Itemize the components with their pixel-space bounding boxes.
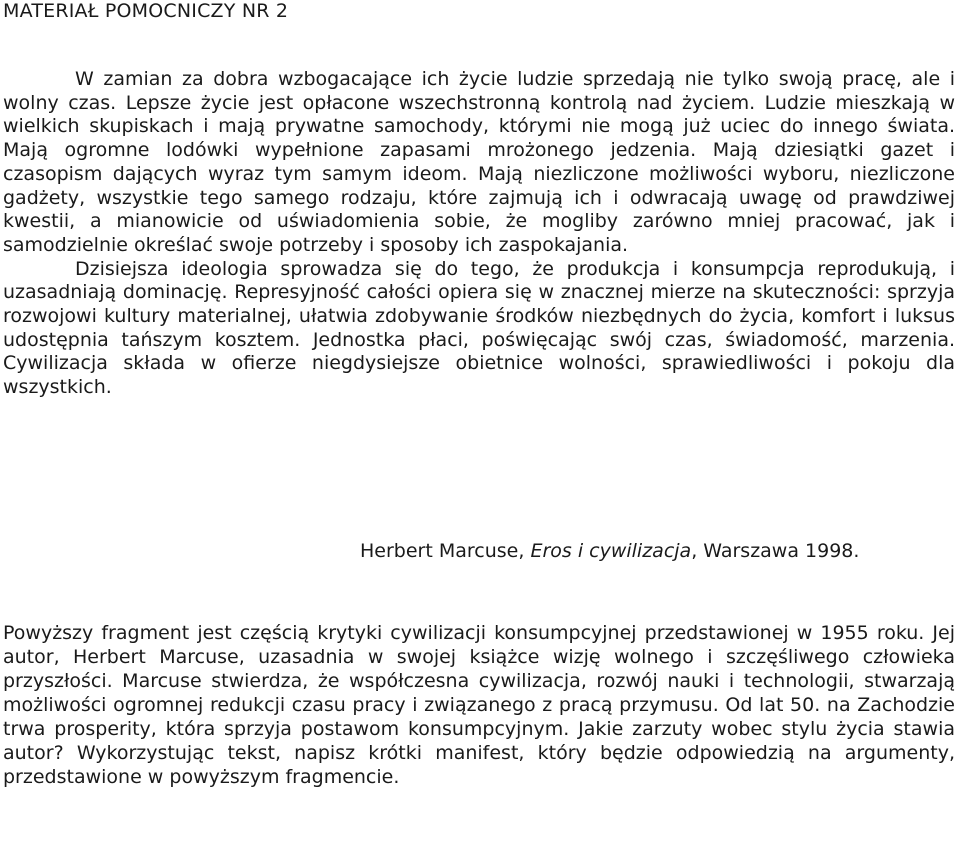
citation-work-title: Eros i cywilizacja bbox=[530, 540, 692, 562]
task-paragraph: Powyższy fragment jest częścią krytyki cywilizacji konsumpcyjnej przedstawionej w 1955 roku. Jej autor, Herbert Marcuse, uzasadnia w swojej książce wizję wolnego i szczęśliwego człowieka przyszłości. Marcuse stwierdza, że współczesna cywilizacja, rozwój nauki i technologii, stwarzają możliwości ogromnej redukcji czasu pracy i związanego z pracą przymusu. Od lat 50. na Zachodzie trwa prosperity, która sprzyja postawom konsumpcyjnym. Jakie zarzuty wobec stylu życia stawia autor? Wykorzystując tekst, napisz krótki manifest, który będzie odpowiedzią na argumenty, przedstawione w powyższym fragmencie. bbox=[3, 622, 955, 788]
citation-author: Herbert Marcuse, bbox=[360, 540, 531, 562]
quoted-passage bbox=[3, 68, 955, 400]
document-title: MATERIAŁ POMOCNICZY NR 2 bbox=[3, 0, 289, 22]
citation bbox=[360, 539, 859, 563]
citation-publication: , Warszawa 1998. bbox=[691, 540, 860, 562]
passage-paragraph-1: W zamian za dobra wzbogacające ich życie ludzie sprzedają nie tylko swoją pracę, ale i wolny czas. Lepsze życie jest opłacone wszechstronną kontrolą nad życiem. Ludzie mieszkają w wielkich skupiskach i mają prywatne samochody, którymi nie mogą już uciec do innego świata. Mają ogromne lodówki wypełnione zapasami mrożonego jedzenia. Mają dziesiątki gazet i czasopism dających wyraz tym samym ideom. Mają niezliczone możliwości wyboru, niezliczone gadżety, wszystkie tego samego rodzaju, które zajmują ich i odwracają uwagę od prawdziwej kwestii, a mianowicie od uświadomienia sobie, że mogliby zarówno mniej pracować, jak i samodzielnie określać swoje potrzeby i sposoby ich zaspokajania. bbox=[3, 68, 955, 256]
passage-paragraph-2: Dzisiejsza ideologia sprowadza się do tego, że produkcja i konsumpcja reprodukują, i uzasadniają dominację. Represyjność całości opiera się w znacznej mierze na skuteczności: sprzyja rozwojowi kultury materialnej, ułatwia zdobywanie środków niezbędnych do życia, komfort i luksus udostępnia tańszym kosztem. Jednostka płaci, poświęcając swój czas, świadomość, marzenia. Cywilizacja składa w ofierze niegdysiejsze obietnice wolności, sprawiedliwości i pokoju dla wszystkich. bbox=[3, 257, 955, 399]
